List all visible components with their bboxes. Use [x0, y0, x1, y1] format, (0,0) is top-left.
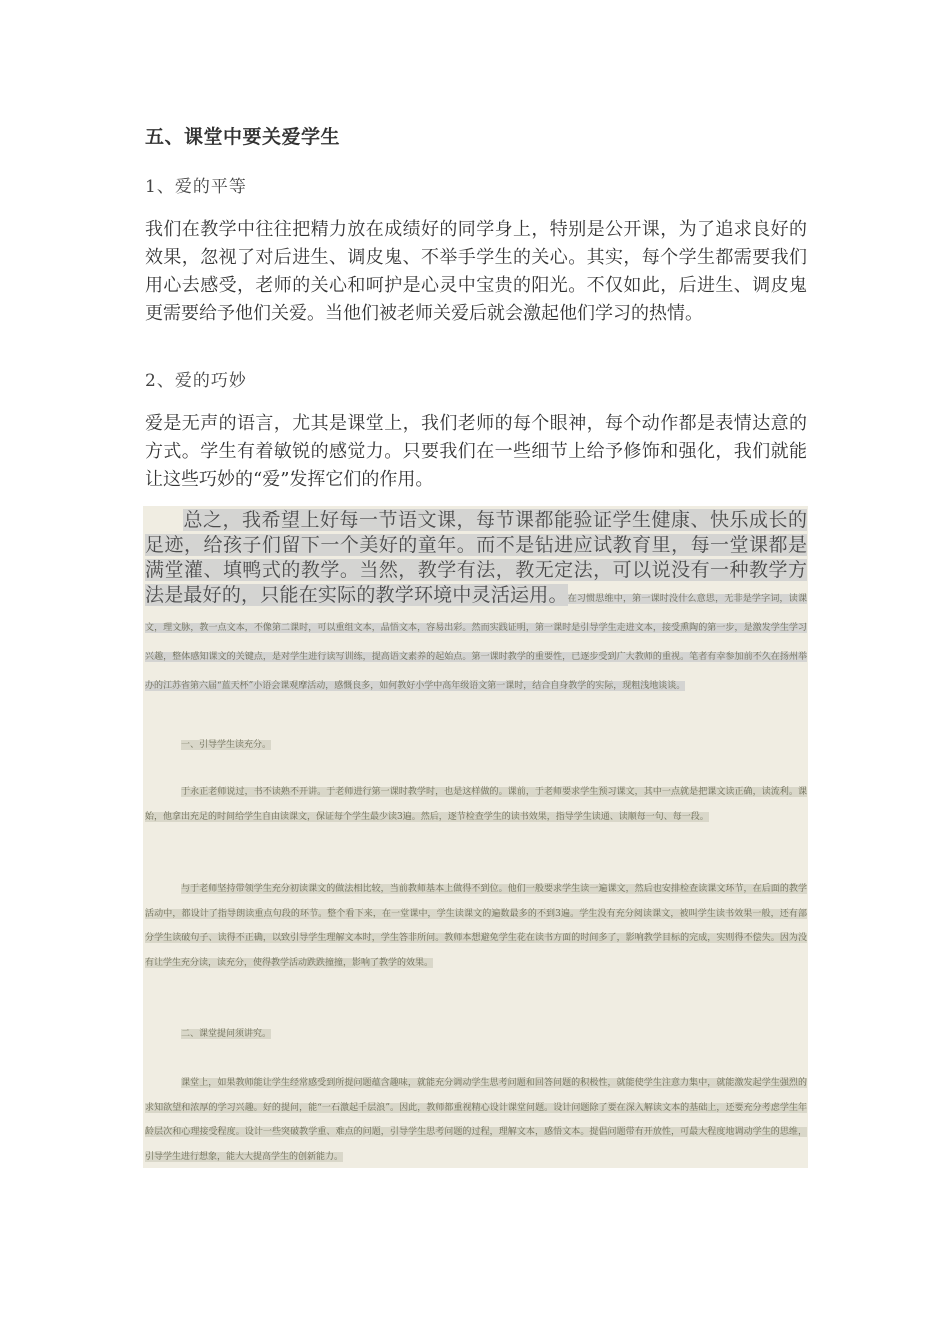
pasted-heading-1 — [145, 733, 807, 758]
conclusion-paragraph — [145, 508, 807, 699]
pasted-paragraph-2 — [145, 877, 807, 975]
pasted-heading-2 — [145, 1022, 807, 1047]
heading-2-text: 二、课堂提问须讲究。 — [181, 1029, 272, 1039]
pasted-paragraph-1 — [145, 780, 807, 829]
subheading-clever-love: 2、爱的巧妙 — [145, 371, 247, 391]
paragraph-clever-love: 爱是无声的语言，尤其是课堂上，我们老师的每个眼神，每个动作都是表情达意的方式。学生有着敏锐的感觉力。只要我们在一些细节上给予修饰和强化，我们就能让这些巧妙的“爱”发挥它们的作用。 — [145, 413, 807, 490]
paragraph-equal-love: 我们在教学中往往把精力放在成绩好的同学身上，特别是公开课，为了追求良好的效果，忽视了对后进生、调皮鬼、不举手学生的关心。其实，每个学生都需要我们用心去感受，老师的关心和呵护是心灵中宝贵的阳光。不仅如此，后进生、调皮鬼更需要给予他们关爱。当他们被老师关爱后就会激起他们学习的热情。 — [145, 219, 807, 324]
subheading-equal-love: 1、爱的平等 — [145, 177, 247, 197]
paragraph-2-text: 与于老师坚持带领学生充分初读课文的做法相比较，当前教师基本上做得不到位。他们一般要求学生读一遍课文，然后也安排检查读课文环节，在后面的教学活动中，都设计了指导朗读重点句段的环节。整个看下来，在一堂课中，学生读课文的遍数最多的不到3遍。学生没有充分阅读课文，被叫学生读书效果一般，还有部分学生读破句子、读得不正确，以致引导学生理解文本时，学生答非所问。教师本想避免学生花在读书方面的时间多了，影响教学目标的完成，实则得不偿失。因为没有让学生充分读，读充分，使得教学活动跌跌撞撞，影响了教学的效果。 — [145, 884, 807, 968]
conclusion-text: 总之，我希望上好每一节语文课，每节课都能验证学生健康、快乐成长的足迹，给孩子们留下一个美好的童年。而不是钻进应试教育里，每一堂课都是满堂灌、填鸭式的教学。当然，教学有法，教无定法，可以说没有一种教学方法是最好的，只能在实际的教学环境中灵活运用。 — [145, 509, 807, 606]
paragraph-1-text: 于永正老师说过，书不读熟不开讲。于老师进行第一课时教学时，也是这样做的。课前，于老师要求学生预习课文，其中一点就是把课文读正确，读流利。课始，他拿出充足的时间给学生自由读课文，保证每个学生最少读3遍。然后，逐节检查学生的读书效果，指导学生读通、读顺每一句、每一段。 — [145, 787, 807, 822]
intro-small-text: 在习惯思维中，第一课时没什么意思，无非是学字词，读课文，理文脉，教一点文本，不像第二课时，可以重组文本，品悟文本，容易出彩。然而实践证明，第一课时是引导学生走进文本，接受熏陶的第一步，是激发学生学习兴趣，整体感知课文的关键点，是对学生进行读写训练，提高语文素养的起始点。第一课时教学的重要性，已逐步受到广大教师的重视。笔者有幸参加前不久在扬州举办的江苏省第六届“蓝天杯”小语会课观摩活动，感慨良多，如何教好小学中高年级语文第一课时，结合自身教学的实际，现粗浅地谈谈。 — [145, 594, 807, 691]
pasted-paragraph-3 — [145, 1071, 807, 1169]
paragraph-3-text: 课堂上，如果教师能让学生经常感受到所提问题蕴含趣味，就能充分调动学生思考问题和回答问题的积极性，就能使学生注意力集中，就能激发起学生强烈的求知欲望和浓厚的学习兴趣。好的提问，能“一石激起千层浪”。因此，教师都重视精心设计课堂问题。设计问题除了要在深入解读文本的基础上，还要充分考虑学生年龄层次和心理接受程度。设计一些突破教学重、难点的问题，引导学生思考问题的过程，理解文本，感悟文本。提倡问题带有开放性，可最大程度地调动学生的思维，引导学生进行想象，能大大提高学生的创新能力。 — [145, 1078, 807, 1162]
heading-1-text: 一、引导学生读充分。 — [181, 740, 272, 750]
section-heading: 五、课堂中要关爱学生 — [145, 126, 341, 148]
